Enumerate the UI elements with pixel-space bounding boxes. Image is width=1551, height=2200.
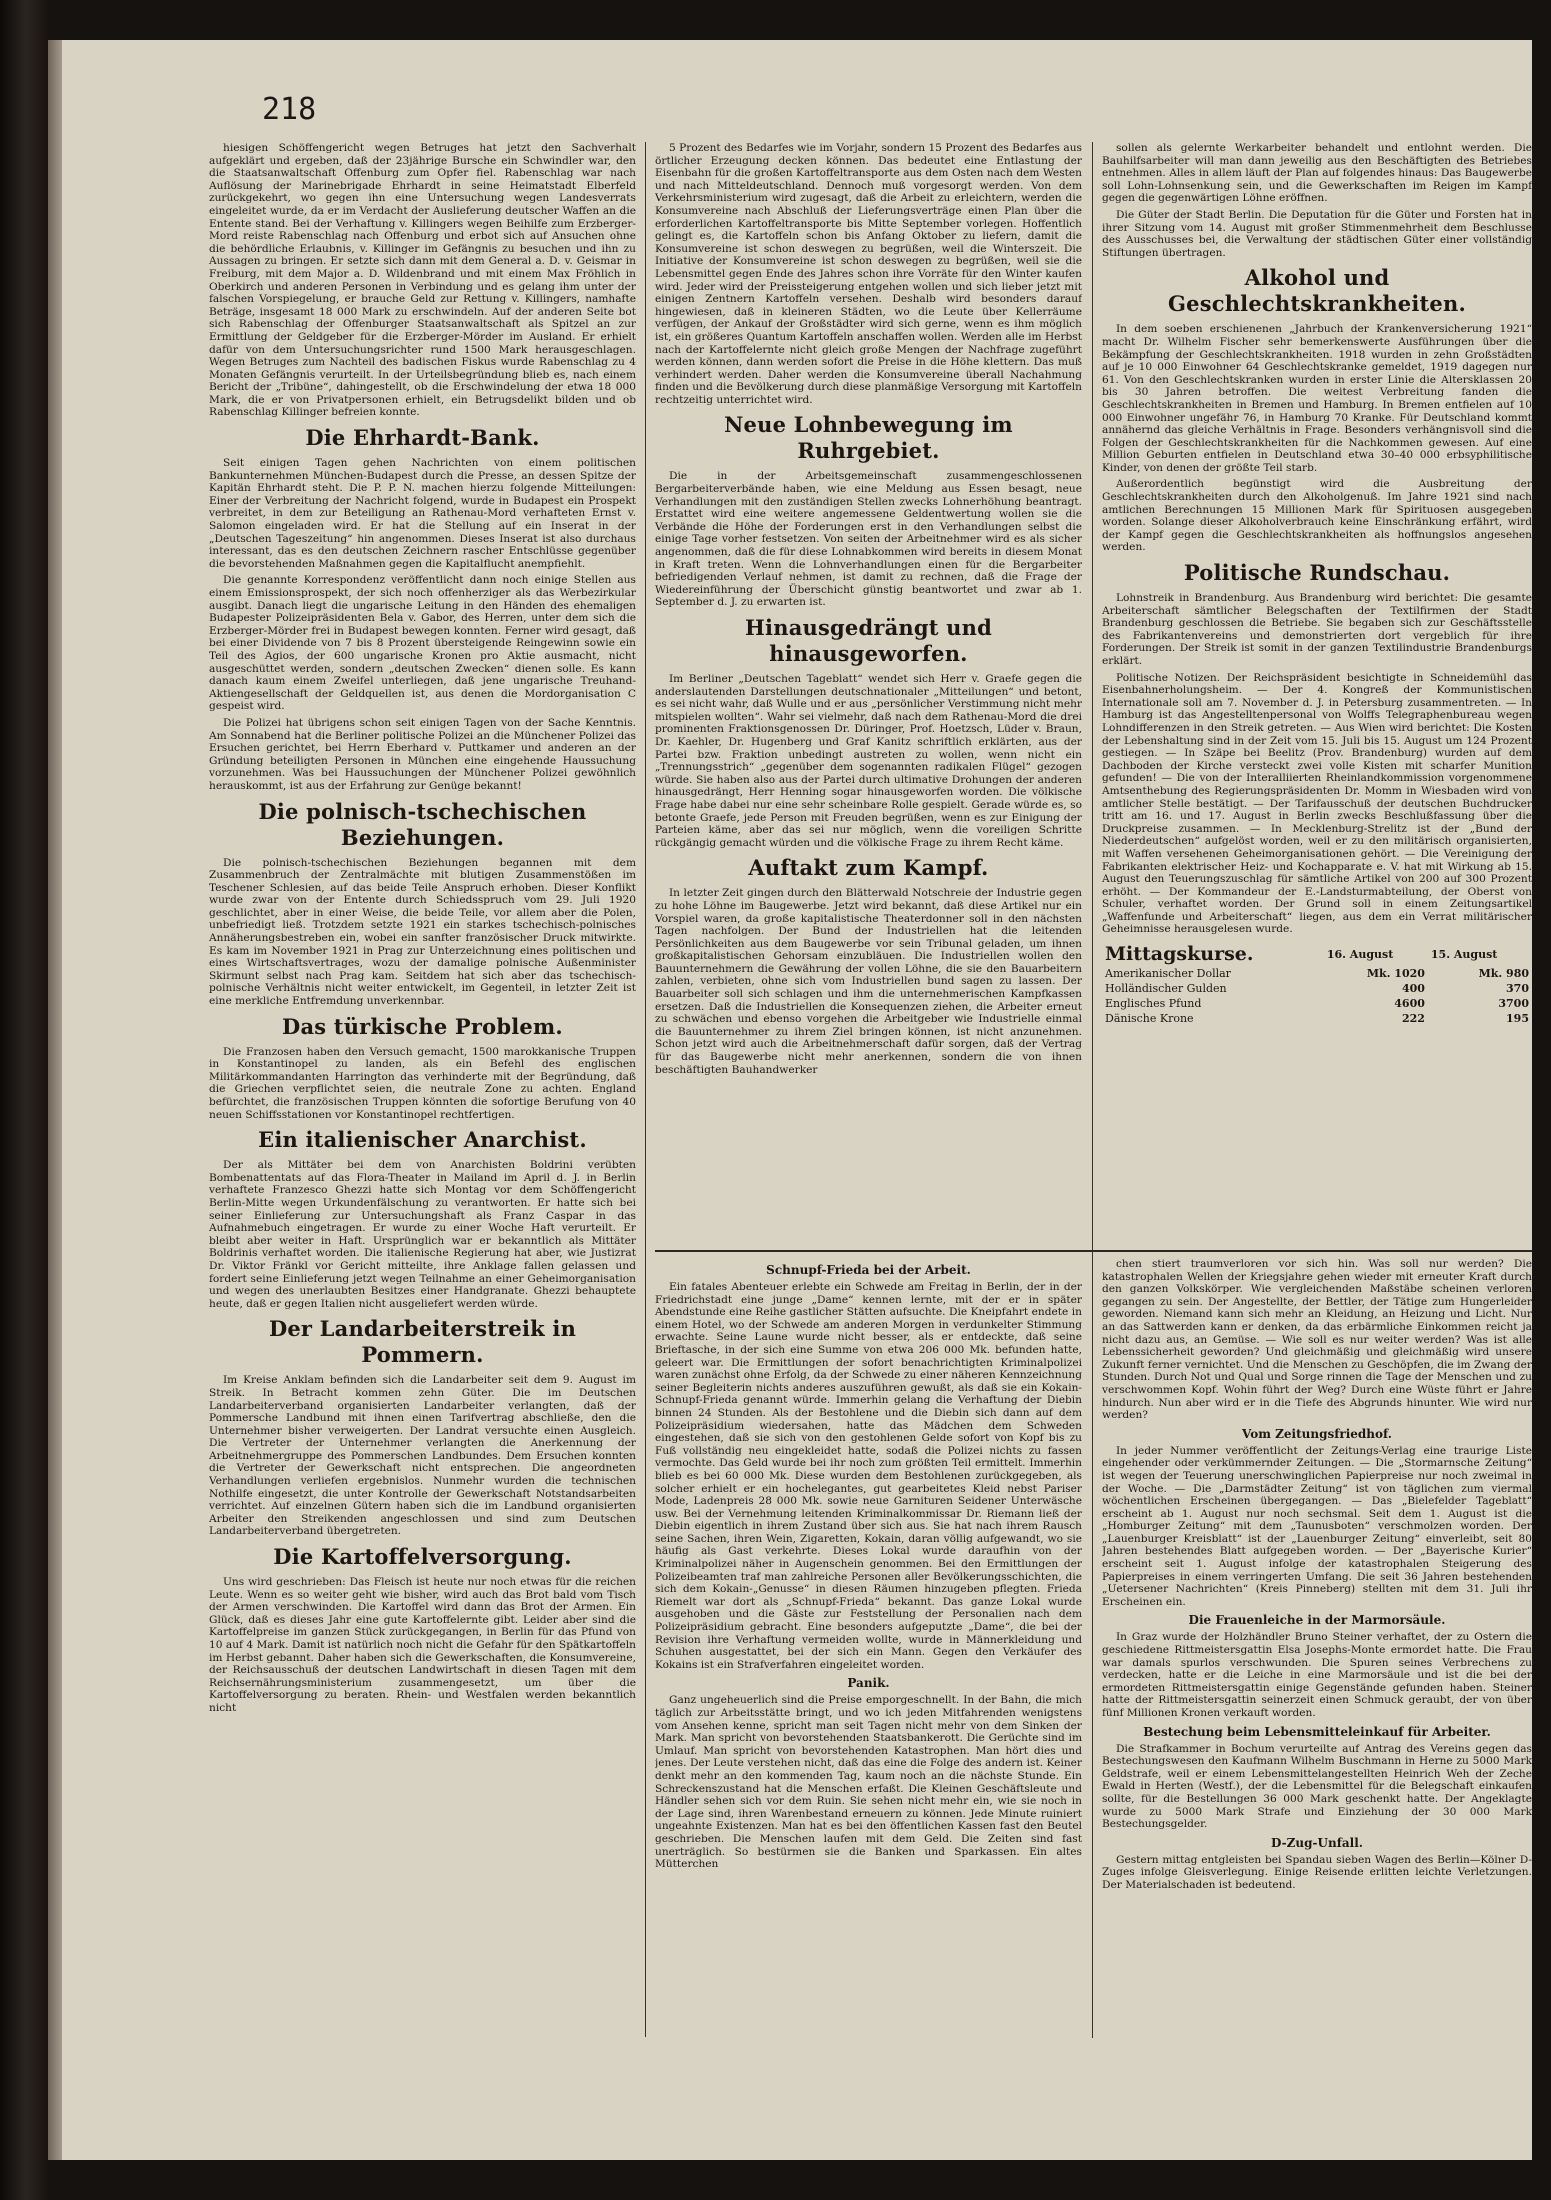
- headline-hinausgedraengt: Hinausgedrängt und hinausgeworfen.: [745, 615, 992, 666]
- feuilleton-column-right: [1102, 1258, 1532, 2038]
- headline-d-zug-unfall: D-Zug-Unfall.: [1271, 1835, 1363, 1850]
- paragraph: Die in der Arbeitsgemeinschaft zusammengeschlossenen Bergarbeiterverbände haben, wie eine Meldung aus Essen besagt, neue Verhandlungen mit den zuständigen Stellen zwecks Lohnerhöhung beantragt. Erstattet wird eine weitere angemessene Geldentwertung wollen sie die Verbände die Höhe der Forderungen erst in den Verhandlungen selbst die einige Tage vorher festsetzen. Von seiten der Arbeitnehmer wird es als sicher angenommen, daß die für diese Lohnabkommen wird bereits in diesem Monat in Kraft treten. Wenn die Lohnverhandlungen einen für die Bergarbeiter befriedigenden Verlauf nehmen, ist damit zu rechnen, daß die Frage der Wiedereinführung der Überschicht günstig beantwortet und zwar ab 1. September d. J. zu erwarten ist.: [655, 470, 1082, 609]
- paragraph: 5 Prozent des Bedarfes wie im Vorjahr, sondern 15 Prozent des Bedarfes aus örtlicher Erzeugung decken können. Das bedeutet eine Entlastung der Eisenbahn für die großen Kartoffeltransporte aus dem Osten nach dem Westen und nach Mitteldeutschland. Dennoch muß vorgesorgt werden. Von dem Verkehrsministerium wird zugesagt, daß die Arbeit zu erleichtern, werden die Konsumvereine nach Abschluß der Lieferungsverträge einen Plan über die erforderlichen Kartoffeltransporte bis Mitte September vorlegen. Hoffentlich gelingt es, die Kartoffeln schon bis Anfang Oktober zu liefern, damit die Konsumvereine ist schon deswegen zu begrüßen, weil die Winterszeit. Die Initiative der Konsumvereine ist schon deswegen zu begrüßen, weil sie die Lebensmittel gegen Ende des Jahres schon ihre Vorräte für den Winter kaufen wird. Jeder wird der Preissteigerung entgehen wollen und sich lieber jetzt mit einigen Zentnern Kartoffeln versehen. Deshalb wird besonders darauf hingewiesen, daß in kleineren Städten, wo die Leute über Kellerräume verfügen, der Ankauf der Großstädter wird sich gerne, wenn es ihm möglich ist, ein größeres Quantum Kartoffeln anschaffen wollen. Werden alle im Herbst nach der Kartoffelernte nicht gleich große Mengen der Nachfrage zugeführt werden können, dann werden sofort die Preise in die Höhe klettern. Das muß verhindert werden. Daher werden die Konsumvereine überall Nachahmung finden und die Bevölkerung durch diese planmäßige Versorgung mit Kartoffeln rechtzeitig unterrichtet wird.: [655, 142, 1082, 406]
- headline-auftakt: Auftakt zum Kampf.: [748, 855, 989, 881]
- headline-italian-anarchist: Ein italienischer Anarchist.: [258, 1127, 587, 1153]
- headline-panik: Panik.: [847, 1676, 890, 1691]
- rate-value: 400: [1401, 982, 1425, 996]
- paragraph: Ganz ungeheuerlich sind die Preise emporgeschnellt. In der Bahn, die mich täglich zur Arbeitsstätte bringt, und wo ich jeden Mitfahrenden wenigstens vom Ansehen kenne, spricht man seit Tagen nicht mehr von dem Sinken der Mark. Man spricht von bevorstehenden Staatsbankerott. Die Gerüchte sind im Umlauf. Man spricht von bevorstehenden Katastrophen. Man hört dies und jenes. Der Leute verstehen nicht, daß das eine die Folge des andern ist. Keiner denkt mehr an den kommenden Tag, kaum noch an die nächste Stunde. Ein Schreckenszustand hat die Menschen erfaßt. Die Kleinen Geschäftsleute und Händler sehen sich vor dem Ruin. Sie sehen nicht mehr ein, wie sie noch in der Lage sind, ihren Warenbestand erneuern zu können. Jede Minute ruiniert ungeahnte Existenzen. Man hat es bei den öffentlichen Kassen fast den Beutel geschrieben. Die Menschen laufen mit dem Geld. Die Zeiten sind fast unerträglich. So bestürmen sie die Banken und Sparkassen. Ein altes Mütterchen: [655, 1694, 1082, 1871]
- page-number: 218: [262, 92, 317, 127]
- feuilleton-section: [655, 1258, 1532, 2038]
- table-row: [1102, 1011, 1532, 1026]
- paragraph: Die polnisch-tschechischen Beziehungen begannen mit dem Zusammenbruch der Zentralmächte mit blutigen Zusammenstößen im Teschener Schlesien, auf das beide Teile Anspruch erhoben. Dieser Konflikt wurde zwar von der Entente durch Schiedsspruch vom 29. Juli 1920 geschlichtet, aber in einer Weise, die beide Teile, vor allem aber die Polen, unbefriedigt ließ. Trotzdem setzte 1921 ein starkes tschechisch-polnisches Annäherungsbestreben ein, wobei ein sanfter französischer Druck mitwirkte. Es kam im November 1921 in Prag zur Unterzeichnung eines politischen und eines Wirtschaftsvertrages, wozu der damalige polnische Außenminister Skirmunt selbst nach Prag kam. Seitdem hat sich aber das tschechisch-polnische Verhältnis nicht weiter entwickelt, im Gegenteil, in letzter Zeit ist eine merkliche Entfremdung unverkennbar.: [209, 856, 636, 1008]
- paragraph: In Graz wurde der Holzhändler Bruno Steiner verhaftet, der zu Ostern die geschiedene Rittmeistersgattin Elsa Josephs-Monte ermordet hatte. Die Frau war damals spurlos verschwunden. Die Spuren seines Verbrechens zu verdecken, hatte er die Leiche in eine Marmorsäule und ist die bei der ermordeten Rittmeistersgattin einige Gegenstände gefunden haben. Steiner hatte der Rittmeistersgattin seinerzeit einen Schmuck geraubt, der von über fünf Millionen Kronen verkauft worden.: [1102, 1631, 1532, 1719]
- currency-label: Holländischer Gulden: [1105, 982, 1227, 996]
- paragraph: Die Franzosen haben den Versuch gemacht, 1500 marokkanische Truppen in Konstantinopel zu landen, als ein Befehl des englischen Militärkommandanten Harrington das verhinderte mit der Begründung, daß die Griechen verpflichtet seien, die neutrale Zone zu achten. England befürchtet, die französischen Truppen könnten die sofortige Berufung von 40 neuen Schiffsstationen vor Konstantinopel rechtfertigen.: [209, 1045, 636, 1121]
- headline-bestechung: Bestechung beim Lebensmitteleinkauf für Arbeiter.: [1143, 1724, 1491, 1739]
- column-3: [1102, 142, 1532, 1258]
- headline-zeitungsfriedhof: Vom Zeitungsfriedhof.: [1242, 1426, 1392, 1441]
- paragraph: In dem soeben erschienenen „Jahrbuch der Krankenversicherung 1921“ macht Dr. Wilhelm Fischer sehr bemerkenswerte Ausführungen über die Bekämpfung der Geschlechtskrankheiten. 1918 wurden in zehn Großstädten auf je 10 000 Einwohner 64 Geschlechtskranke gemeldet, 1919 dagegen nur 61. Von den Geschlechtskranken wurden in erster Linie die Altersklassen 20 bis 30 Jahren betroffen. Die weitest Verbreitung fanden die Geschlechtskrankheiten in Bremen und Hamburg. In Bremen entfielen auf 10 000 Einwohner ungefähr 76, in Hamburg 70 Kranke. Für Deutschland kommt annähernd das gleiche Verhältnis in Frage. Besonders verhängnisvoll sind die Folgen der Geschlechtskrankheiten für die Nachkommen gewesen. Auf eine Million Geburten entfielen in Deutschland etwa 30–40 000 erbsyphilitische Kinder, von denen der größte Teil starb.: [1102, 323, 1532, 474]
- paragraph: Außerordentlich begünstigt wird die Ausbreitung der Geschlechtskrankheiten durch den Alkoholgenuß. Im Jahre 1921 sind nach amtlichen Berechnungen 15 Millionen Mark für Spirituosen ausgegeben worden. Solange dieser Alkoholverbrauch keine Einschränkung erfährt, wird der Kampf gegen die Geschlechtskrankheiten als hoffnungslos angesehen werden.: [1102, 478, 1532, 554]
- date-column-2: 15. August: [1430, 947, 1498, 961]
- newspaper-page: [62, 40, 1532, 2160]
- column-rule: [1092, 1258, 1093, 2038]
- date-column-1: 16. August: [1326, 947, 1394, 961]
- exchange-rate-table: [1102, 942, 1532, 1026]
- paragraph: Politische Notizen. Der Reichspräsident besichtigte in Schneidemühl das Eisenbahnerholungsheim. — Der 4. Kongreß der Kommunistischen Internationale soll am 7. November d. J. in Petersburg zusammentreten. — In Hamburg ist das Angestelltenpersonal von Wolffs Telegraphenbureau wegen Lohndifferenzen in den Streik getreten. — Aus Wien wird berichtet: Die Kosten der Lebenshaltung sind in der Zeit vom 15. Juli bis 15. August um 124 Prozent gestiegen. — In Szäpe bei Beelitz (Prov. Brandenburg) wurden auf dem Dachboden der Kirche versteckt zwei volle Kisten mit scharfer Munition gefunden! — Die von der Interalliierten Rheinlandkommission vorgenommene Amtsenthebung des Regierungspräsidenten Dr. Momm in Wiesbaden wird von amtlicher Stelle bestätigt. — Der Tarifausschuß der deutschen Buchdrucker tritt am 16. und 17. August in Berlin zwecks Beschlußfassung über die Druckpreise zusammen. — In Mecklenburg-Strelitz ist der „Bund der Niederdeutschen“ aufgelöst worden, weil er zu den militärisch organisierten, mit Waffen versehenen Geheimorganisationen gehört. — Die Vereinigung der Fabrikanten elektrischer Heiz- und Kochapparate e. V. hat mit Wirkung ab 15. August den Teuerungszuschlag für sämtliche Artikel von 200 auf 300 Prozent erhöht. — Der Kommandeur der E.-Landsturmabteilung, der Oberst von Schuler, verhaftet worden. Der Grund soll in einem Zeitungsartikel „Waffenfunde und Arbeiterschaft“ liegen, aus dem ein Verrat militärischer Geheimnisse herausgelesen wurde.: [1102, 671, 1532, 936]
- headline-landarbeiterstreik: Der Landarbeiterstreik in Pommern.: [268, 1316, 577, 1368]
- column-rule: [645, 142, 646, 2037]
- column-2: [655, 142, 1082, 1252]
- paragraph: Seit einigen Tagen gehen Nachrichten von einem politischen Bankunternehmen München-Budapest durch die Presse, an dessen Spitze der Kapitän Ehrhardt steht. Die P. P. N. machen hierzu folgende Mitteilungen: Einer der Verbreitung der Nachricht folgend, wurde in Budapest ein Prospekt verbreitet, in dem zur Beteiligung an Rathenau-Mord verhafteten Ernst v. Salomon eingeladen wird. Er hat die Stellung auf ein Inserat in der „Deutschen Tageszeitung“ hin angenommen. Dieses Inserat ist also durchaus interessant, das es den deutschen Zeichnern rascher Entschlüsse gegenüber die bevorstehenden Maßnahmen gegen die Kapitalflucht anempfiehlt.: [209, 457, 636, 570]
- table-row: [1102, 981, 1532, 996]
- paragraph: chen stiert traumverloren vor sich hin. Was soll nur werden? Die katastrophalen Wellen der Kriegsjahre gehen wieder mit erneuter Kraft durch den ganzen Volkskörper. Wie vergleichenden Maßstäbe scheinen verloren gegangen zu sein. Der Angestellte, der Bettler, der Tätige zum Hungerleider geworden. Niemand kann sich mehr an Kleidung, an Heizung und Licht. Nur an das Sattwerden kann er denken, da das erbärmliche Einkommen reicht ja nicht dazu aus, an Gemüse. — Wie soll es nur weiter werden? Was ist alle Lebenssicherheit geworden? Und gleichmäßig und gleichmäßig wird unsere Zukunft ferner vernichtet. Und die Menschen zu Geschöpfen, die im Zwang der Stunden. Durch Not und Qual und Sorge rinnen die Tage der Menschen und zu verschwommen Kopf. Wohin führt der Weg? Durch eine Wüste führt er Jahre hindurch. Nun aber wird er in die Tiefe des Abgrunds hinunter. Wie wird nur werden?: [1102, 1258, 1532, 1422]
- headline-lohnbewegung: Neue Lohnbewegung im Ruhrgebiet.: [724, 412, 1013, 464]
- exchange-rate-title: Mittagskurse.: [1105, 943, 1254, 966]
- headline-schnupf-frieda: Schnupf-Frieda bei der Arbeit.: [766, 1263, 971, 1277]
- currency-label: Englisches Pfund: [1105, 997, 1202, 1011]
- column-1: [209, 142, 636, 2037]
- paragraph: Im Berliner „Deutschen Tageblatt“ wendet sich Herr v. Graefe gegen die anderslautenden Darstellungen deutschnationaler „Mitteilungen“ und betont, es sei nicht wahr, daß Wulle und er aus „persönlicher Verstimmung nicht mehr mitspielen wollten“. Wahr sei vielmehr, daß nach dem Rathenau-Mord die drei prominenten Fraktionsgenossen Dr. Düringer, Prof. Hoetzsch, Lüder v. Braun, Dr. Kaehler, Dr. Hugenberg und Graf Kanitz schriftlich erklärten, aus der Partei bzw. Fraktion unbedingt austreten zu wollen, wenn nicht ein „Trennungsstrich“ „gegenüber dem sogenannten radikalen Flügel“ gezogen würde. Sie haben also aus der Partei durch ultimative Drohungen der anderen hinausgedrängt, Herr Henning sogar hinausgeworfen worden. Die völkische Frage habe dabei nur eine sehr scheinbare Rolle gespielt. Gerade würde es, so betonte Graefe, jede Person mit Freuden begrüßen, wenn es zur Einigung der Parteien käme, aber das sei nur möglich, wenn die voreiligen Schritte rückgängig gemacht würden und die völkische Frage zu ihrem Recht käme.: [655, 673, 1082, 849]
- feuilleton-column-left: [655, 1258, 1082, 2038]
- headline-kartoffelversorgung: Die Kartoffelversorgung.: [273, 1544, 572, 1570]
- rate-value: 195: [1506, 1012, 1529, 1026]
- paragraph: Die Polizei hat übrigens schon seit einigen Tagen von der Sache Kenntnis. Am Sonnabend hat die Berliner politische Polizei an die Münchener Polizei das Ersuchen gerichtet, bei Herrn Eberhard v. Puttkamer und anderen an der Gründung beteiligten Personen in München eine eingehende Haussuchung vorzunehmen. Was bei Haussuchungen der Münchener Polizei gewöhnlich herauskommt, ist aus der Erfahrung zur Genüge bekannt!: [209, 716, 636, 792]
- rate-value: 370: [1506, 982, 1529, 996]
- headline-polish-czech: Die polnisch-tschechischen Beziehungen.: [258, 798, 587, 850]
- paragraph: hiesigen Schöffengericht wegen Betruges hat jetzt den Sachverhalt aufgeklärt und ergeben, daß der 23jährige Bursche ein Schwindler war, den die Staatsanwaltschaft Offenburg zum Opfer fiel. Rabenschlag war nach Auflösung der Marinebrigade Ehrhardt in seine Heimatstadt Elberfeld zurückgekehrt, wo gegen ihn eine Untersuchung wegen Landesverrats eingeleitet wurde, da er im Verdacht der Auslieferung deutscher Waffen an die Entente stand. Bei der Verhaftung v. Killingers wegen Beihilfe zum Erzberger-Mord reiste Rabenschlag nach Offenburg und erbot sich auf Ansuchen ohne die behördliche Erlaubnis, v. Killinger im Gefängnis zu besuchen und ihn zu Aussagen zu bringen. Er setzte sich dann mit dem General a. D. v. Geismar in Freiburg, mit dem Major a. D. Wildenbrand und mit einem Max Fröhlich in Oberkirch und anderen Personen in Verbindung und es gelang ihm unter der falschen Vorspiegelung, er brauche Geld zur Rettung v. Killingers, namhafte Beträge, insgesamt 18 000 Mark zu erschwindeln. Auf der anderen Seite bot sich Rabenschlag der Offenburger Staatsanwaltschaft als Spitzel an zur Ermittlung der Geldgeber für die Erzberger-Mörder im Ausland. Er erhielt dafür von dem Untersuchungsrichter rund 1500 Mark herausgeschlagen. Wegen Betruges zum Nachteil des badischen Fiskus wurde Rabenschlag zu 4 Monaten Gefängnis verurteilt. In der Urteilsbegründung blieb es, nach einem Bericht der „Tribüne“, dahingestellt, ob die Erschwindelung der etwa 18 000 Mark, die er von Privatpersonen erhielt, ein Betrugsdelikt bilden und ob Rabenschlag Killinger befreien konnte.: [209, 142, 636, 419]
- page-binding-edge: [48, 40, 62, 2160]
- book-spine: [0, 0, 48, 2200]
- table-row: [1102, 966, 1532, 981]
- paragraph: Im Kreise Anklam befinden sich die Landarbeiter seit dem 9. August im Streik. In Betracht kommen zehn Güter. Die im Deutschen Landarbeiterverband organisierten Landarbeiter verlangten, daß der Pommersche Landbund mit ihnen einen Tarifvertrag abschließe, den die Unternehmer bisher verweigerten. Der Landrat versuchte einen Ausgleich. Die Vertreter der Unternehmer verlangten die Anerkennung der Arbeitnehmergruppe des Pommerschen Landbundes. Dem Ersuchen konnten die Vertreter der Gewerkschaft nicht entsprechen. Die angeordneten Verhandlungen verliefen ergebnislos. Nunmehr wurden die technischen Nothilfe eingesetzt, die unter Kontrolle der Gewerkschaft Notstandsarbeiten verrichtet. Auf einzelnen Gütern haben sich die im Landbund organisierten Arbeiter den Streikenden angeschlossen und sind zum Deutschen Landarbeiterverband übergetreten.: [209, 1374, 636, 1538]
- rate-value: Mk. 980: [1478, 967, 1529, 981]
- paragraph: In jeder Nummer veröffentlicht der Zeitungs-Verlag eine traurige Liste eingehender oder verkümmernder Zeitungen. — Die „Stormarnsche Zeitung“ ist wegen der Teuerung unerschwinglichen Papierpreise nur noch zweimal in der Woche. — Die „Darmstädter Zeitung“ ist von täglichen zum viermal wöchentlichen Erscheinen übergegangen. — Das „Bielefelder Tageblatt“ erscheint ab 1. August nur noch sechsmal. Seit dem 1. August ist die „Homburger Zeitung“ mit dem „Taunusboten“ verschmolzen worden. Der „Lauenburger Kreisblatt“ ist der „Lauenburger Zeitung“ einverleibt, seit 80 Jahren bestehendes Blatt aufgegeben worden. — Der „Bayerische Kurier“ erscheint seit 1. August infolge der katastrophalen Steigerung des Papierpreises in einem verringerten Umfang. Die seit 36 Jahren bestehenden „Uetersener Nachrichten“ (Kreis Pinneberg) stellten mit dem 31. Juli ihr Erscheinen ein.: [1102, 1444, 1532, 1608]
- table-row: [1102, 996, 1532, 1011]
- paragraph: Die Strafkammer in Bochum verurteilte auf Antrag des Vereins gegen das Bestechungswesen den Kaufmann Wilhelm Buschmann in Herne zu 5000 Mark Geldstrafe, weil er einem Lebensmittelangestellten Heinrich Weh der Zeche Ewald in Herten (Westf.), der die Lebensmittel für die Belegschaft einkaufen sollte, für die Bestellungen 36 000 Mark geschenkt hatte. Der Angeklagte wurde zu 5000 Mark Strafe und Einziehung der 30 000 Mark Bestechungsgelder.: [1102, 1742, 1532, 1831]
- paragraph: Ein fatales Abenteuer erlebte ein Schwede am Freitag in Berlin, der in der Friedrichstadt eine junge „Dame“ kennen lernte, mit der er in später Abendstunde eine Reihe gastlicher Stätten aufsuchte. Die Kneipfahrt endete in einem Hotel, wo der Schwede am anderen Morgen in verdunkelter Stimmung erwachte. Seine Laune wurde nicht besser, als er entdeckte, daß seine Brieftasche, in der sich eine Summe von etwa 206 000 Mk. befunden hatte, geleert war. Die Ermittlungen der sofort benachrichtigten Kriminalpolizei waren zunächst ohne Erfolg, da der Schwede zu einer näheren Kennzeichnung seiner Begleiterin nichts anderes auszuführen gewußt, als daß sie ein Kokain-Schnupf-Frieda genannt würde. Immerhin gelang die Verhaftung der Diebin binnen 24 Stunden. Als der Bestohlene und die Diebin sich dann auf dem Polizeipräsidium wiedersahen, hatte das Mädchen dem Schweden eingestehen, daß sie sich von den gestohlenen Gelde sofort von Kopf bis zu Fuß vollständig neu eingekleidet hatte, sodaß die Polizei nichts zu fassen vermochte. Das Geld wurde bei ihr noch zum größten Teil ermittelt. Immerhin blieb es bei 60 000 Mk. Diese wurden dem Bestohlenen zurückgegeben, als solcher erhielt er ein hochelegantes, gut gearbeitetes Kleid nebst Pariser Mode, Ladenpreis 28 000 Mk. sowie neue Garnituren Seidener Unterwäsche usw. Bei der Vernehmung leitenden Kriminalkommissar Dr. Riemann ließ der Diebin eigentlich in ihrem Zustand über sich aus. Sie hat nach ihrem Rausch seine Sachen, ihren Wein, Zigaretten, Kokain, daran völlig aufgewandt, wo sie häufig als Gast verkehrte. Dieses Lokal wurde daraufhin von der Kriminalpolizei näher in Augenschein genommen. Bei den Ermittlungen der Polizeibeamten traf man zahlreiche Personen aller Bevölkerungsschichten, die sich dem Kokain-„Genusse“ in diesen Räumen hinzugeben pflegten. Frieda Riemelt war dort als „Schnupf-Frieda“ bekannt. Das ganze Lokal wurde ausgehoben und die Gäste zur Feststellung der Personalien nach dem Polizeipräsidium gebracht. Eine besonders aufgeputzte „Dame“, die bei der Revision ihre Verhaftung vermeiden wollte, wurde in Männerkleidung und Schuhen ausgestattet, bei der sich ein Mann. Gegen den Verkäufer des Kokains ist ein Strafverfahren eingeleitet worden.: [655, 1281, 1082, 1671]
- paragraph: Uns wird geschrieben: Das Fleisch ist heute nur noch etwas für die reichen Leute. Wenn es so weiter geht wie bisher, wird auch das Brot bald vom Tisch der Armen verschwinden. Die Kartoffel wird dann das Brot der Armen. Ein Glück, daß es dieses Jahr eine gute Kartoffelernte gibt. Leider aber sind die Kartoffelpreise im ganzen Stück zurückgegangen, in Berlin für das Pfund von 10 auf 4 Mark. Damit ist natürlich noch nicht die Gefahr für den Spätkartoffeln im Herbst gebannt. Daher haben sich die Gewerkschaften, die Konsumvereine, der Reichsausschuß der deutschen Landwirtschaft in diesen Tagen mit dem Reichsernährungsministerium zusammengesetzt, um über die Kartoffelversorgung zu beraten. Rhein- und Westfalen werden bekanntlich nicht: [209, 1576, 636, 1714]
- paragraph: Der als Mittäter bei dem von Anarchisten Boldrini verübten Bombenattentats auf das Flora-Theater in Mailand im April d. J. in Berlin verhaftete Franzesco Ghezzi hatte sich Montag vor dem Schöffengericht Berlin-Mitte wegen Urkundenfälschung zu verantworten. Er hatte sich bei seiner Einlieferung zur Untersuchungshaft als Franz Caspar in das Aufnahmebuch eingetragen. Er wurde zu einer Woche Haft verurteilt. Er bleibt aber weiter in Haft. Ursprünglich war er bekanntlich als Mittäter Boldrinis verhaftet worden. Die italienische Regierung hat aber, wie Justizrat Dr. Viktor Fränkl vor Gericht mitteilte, ihre Anklage fallen gelassen und fordert seine Einlieferung jetzt wegen Teilnahme an einer Geheimorganisation und wegen des unerlaubten Besitzes einer Handgranate. Ghezzi behauptete heute, daß er gegen Italien nicht ausgeliefert werden würde.: [209, 1159, 636, 1310]
- rate-value: 4600: [1394, 997, 1425, 1011]
- rate-value: Mk. 1020: [1366, 967, 1425, 981]
- headline-turkish-problem: Das türkische Problem.: [282, 1013, 563, 1039]
- currency-label: Amerikanischer Dollar: [1105, 967, 1231, 981]
- headline-ehrhardt-bank: Die Ehrhardt-Bank.: [305, 425, 540, 451]
- headline-alkohol: Alkohol und Geschlechtskrankheiten.: [1168, 265, 1466, 317]
- paragraph: In letzter Zeit gingen durch den Blätterwald Notschreie der Industrie gegen zu hohe Löhne im Baugewerbe. Jetzt wird bekannt, daß diese Artikel nur ein Vorspiel waren, da große kapitalistische Theaterdonner soll in den nächsten Tagen nachfolgen. Der Bund der Industriellen hat die leitenden Persönlichkeiten aus dem Baugewerbe vor sein Tribunal geladen, um ihnen großkapitalistischen Gehorsam einzubläuen. Die Industriellen wollen den Bauunternehmern die Gewährung der vollen Löhne, die sie den Bauarbeitern zahlen, verbieten, ohne sich vom Industriellen bund sagen zu lassen. Der Bauarbeiter soll sich schlagen und ihm die unternehmerischen Kampfkassen ersetzen. Daß die Industriellen die Konsequenzen ziehen, die Arbeiter erneut zu schwächen und ebenso vorgehen die Arbeitgeber wie Industrielle einmal die Bauunternehmer zu ihrem Ziel bringen können, ist nicht anzunehmen. Schon jetzt wird auch die Arbeitnehmerschaft dafür sorgen, daß der Vertrag für das Baugewerbe nicht mehr anerkennen, sondern die von ihnen beschäftigten Bauhandwerker: [655, 887, 1082, 1076]
- paragraph: Lohnstreik in Brandenburg. Aus Brandenburg wird berichtet: Die gesamte Arbeiterschaft sämtlicher Belegschaften der Textilfirmen der Stadt Brandenburg geschlossen die Betriebe. Sie begaben sich zur Geschäftsstelle des Fabrikantenvereins und demonstrierten dort vergeblich für ihre Forderungen. Der Streik ist somit in der ganzen Textilindustrie Brandenburgs erklärt.: [1102, 592, 1532, 667]
- paragraph: Gestern mittag entgleisten bei Spandau sieben Wagen des Berlin—Kölner D-Zuges infolge Gleisverlegung. Einige Reisende erlitten leichte Verletzungen. Der Materialschaden ist bedeutend.: [1102, 1853, 1532, 1891]
- exchange-rate-header: [1102, 942, 1532, 966]
- rate-value: 3700: [1498, 997, 1529, 1011]
- paragraph: Die Güter der Stadt Berlin. Die Deputation für die Güter und Forsten hat in ihrer Sitzung vom 14. August mit großer Stimmenmehrheit dem Beschlusse des Ausschusses bei, die Verwaltung der städtischen Güter einer vollständig Stiftungen übertragen.: [1102, 208, 1532, 259]
- paragraph: Die genannte Korrespondenz veröffentlicht dann noch einige Stellen aus einem Emissionsprospekt, der sich noch offenherziger als das Werbezirkular ausgibt. Danach liegt die ungarische Leitung in den Händen des ehemaligen Budapester Polizeipräsidenten Bela v. Gabor, des Herren, unter dem sich die Erzberger-Mörder frei in Budapest bewegen konnten. Ferner wird gesagt, daß bei einer Dividende von 7 bis 8 Prozent übersteigende Reingewinn sowie ein Teil des Agios, der 600 ungarische Kronen pro Aktie ausmacht, nicht ausgeschüttet werden, sondern „deutschen Zwecken“ dienen solle. Es kann danach kaum einem Zweifel unterliegen, daß jene ungarische Treuhand-Aktiengesellschaft der Geldquellen ist, aus denen die Mordorganisation C gespeist wird.: [209, 574, 636, 713]
- headline-politische-rundschau: Politische Rundschau.: [1183, 560, 1451, 586]
- currency-label: Dänische Krone: [1105, 1012, 1194, 1026]
- rate-value: 222: [1401, 1012, 1425, 1026]
- headline-frauenleiche: Die Frauenleiche in der Marmorsäule.: [1188, 1613, 1446, 1628]
- paragraph: sollen als gelernte Werkarbeiter behandelt und entlohnt werden. Die Bauhilfsarbeiter will man dann jeweilig aus den Beschäftigten des Betriebes entnehmen. Alles in allem läuft der Plan auf folgendes hinaus: Das Baugewerbe soll Lohn-Lohnsenkung sein, und die Gewerkschaften im Reigen im Kampf gegen die gegenwärtigen Löhne eröffnen.: [1102, 142, 1532, 205]
